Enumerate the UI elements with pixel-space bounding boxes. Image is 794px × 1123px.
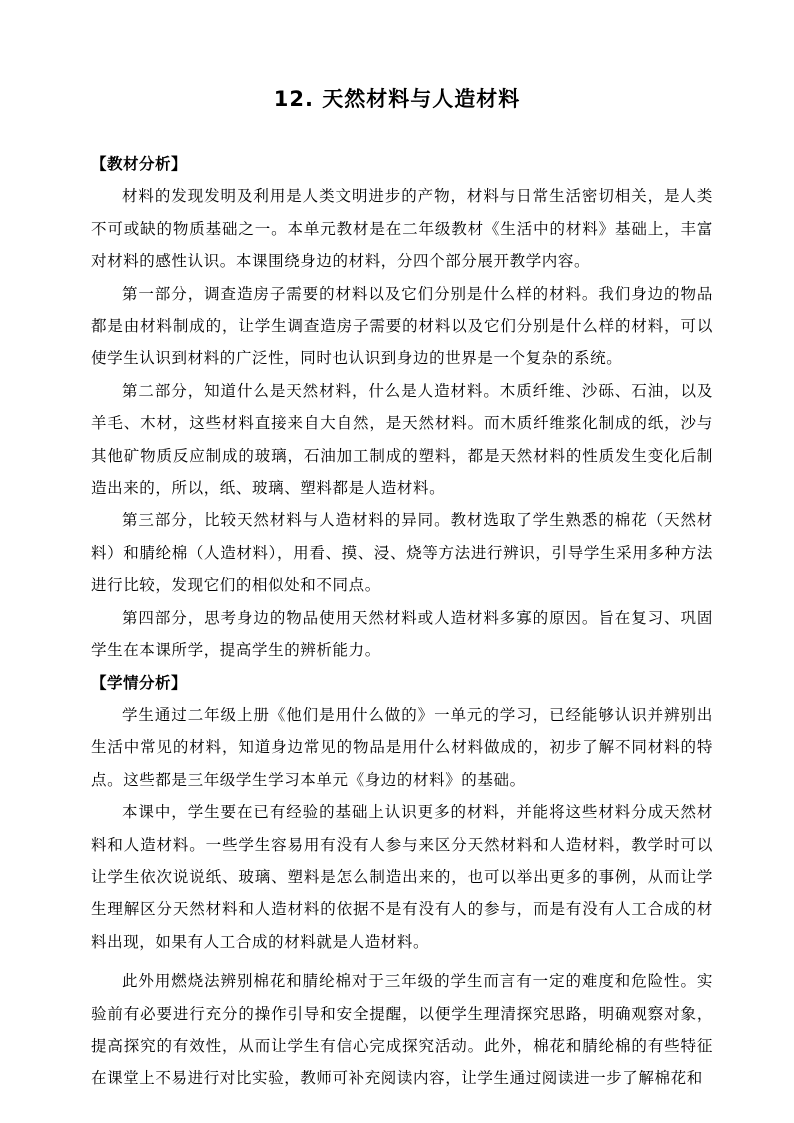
- paragraph: 学生通过二年级上册《他们是用什么做的》一单元的学习，已经能够认识并辨别出生活中常见的材料，知道身边常见的物品是用什么材料做成的，初步了解不同材料的特点。这些都是三年级学生学习本单元《身边的材料》的基础。: [91, 705, 713, 789]
- paragraph: 第二部分，知道什么是天然材料，什么是人造材料。木质纤维、沙砾、石油，以及羊毛、木材，这些材料直接来自大自然，是天然材料。而木质纤维浆化制成的纸，沙与其他矿物质反应制成的玻璃，石油加工制成的塑料，都是天然材料的性质发生变化后制造出来的，所以，纸、玻璃、塑料都是人造材料。: [91, 381, 713, 498]
- section-textbook-analysis: [91, 148, 713, 667]
- section-heading-textbook-analysis: 【教材分析】: [91, 154, 188, 173]
- document-title: 12. 天然材料与人造材料: [273, 87, 521, 111]
- document-body: [91, 148, 713, 1095]
- paragraph: 此外用燃烧法辨别棉花和腈纶棉对于三年级的学生而言有一定的难度和危险性。实验前有必要进行充分的操作引导和安全提醒，以便学生理清探究思路，明确观察对象，提高探究的有效性，从而让学生有信心完成探究活动。此外，棉花和腈纶棉的有些特征在课堂上不易进行对比实验，教师可补充阅读内容，让学生通过阅读进一步了解棉花和: [91, 972, 713, 1088]
- section-heading-student-analysis: 【学情分析】: [91, 672, 188, 692]
- paragraph: 材料的发现发明及利用是人类文明进步的产物，材料与日常生活密切相关，是人类不可或缺的物质基础之一。本单元教材是在二年级教材《生活中的材料》基础上，丰富对材料的感性认识。本课围绕身边的材料，分四个部分展开教学内容。: [91, 187, 713, 271]
- section-student-analysis: [91, 667, 713, 1095]
- paragraph: 本课中，学生要在已有经验的基础上认识更多的材料，并能将这些材料分成天然材料和人造材料。一些学生容易用有没有人参与来区分天然材料和人造材料，教学时可以让学生依次说说纸、玻璃、塑料是怎么制造出来的，也可以举出更多的事例，从而让学生理解区分天然材料和人造材料的依据不是有没有人的参与，而是有没有人工合成的材料出现，如果有人工合成的材料就是人造材料。: [91, 803, 713, 951]
- paragraph: 第一部分，调查造房子需要的材料以及它们分别是什么样的材料。我们身边的物品都是由材料制成的，让学生调查造房子需要的材料以及它们分别是什么样的材料，可以使学生认识到材料的广泛性，同时也认识到身边的世界是一个复杂的系统。: [91, 284, 713, 368]
- paragraph: 第四部分，思考身边的物品使用天然材料或人造材料多寡的原因。旨在复习、巩固学生在本课所学，提高学生的辨析能力。: [91, 608, 713, 660]
- paragraph: 第三部分，比较天然材料与人造材料的异同。教材选取了学生熟悉的棉花（天然材料）和腈纶棉（人造材料），用看、摸、浸、烧等方法进行辨识，引导学生采用多种方法进行比较，发现它们的相似处和不同点。: [91, 511, 713, 595]
